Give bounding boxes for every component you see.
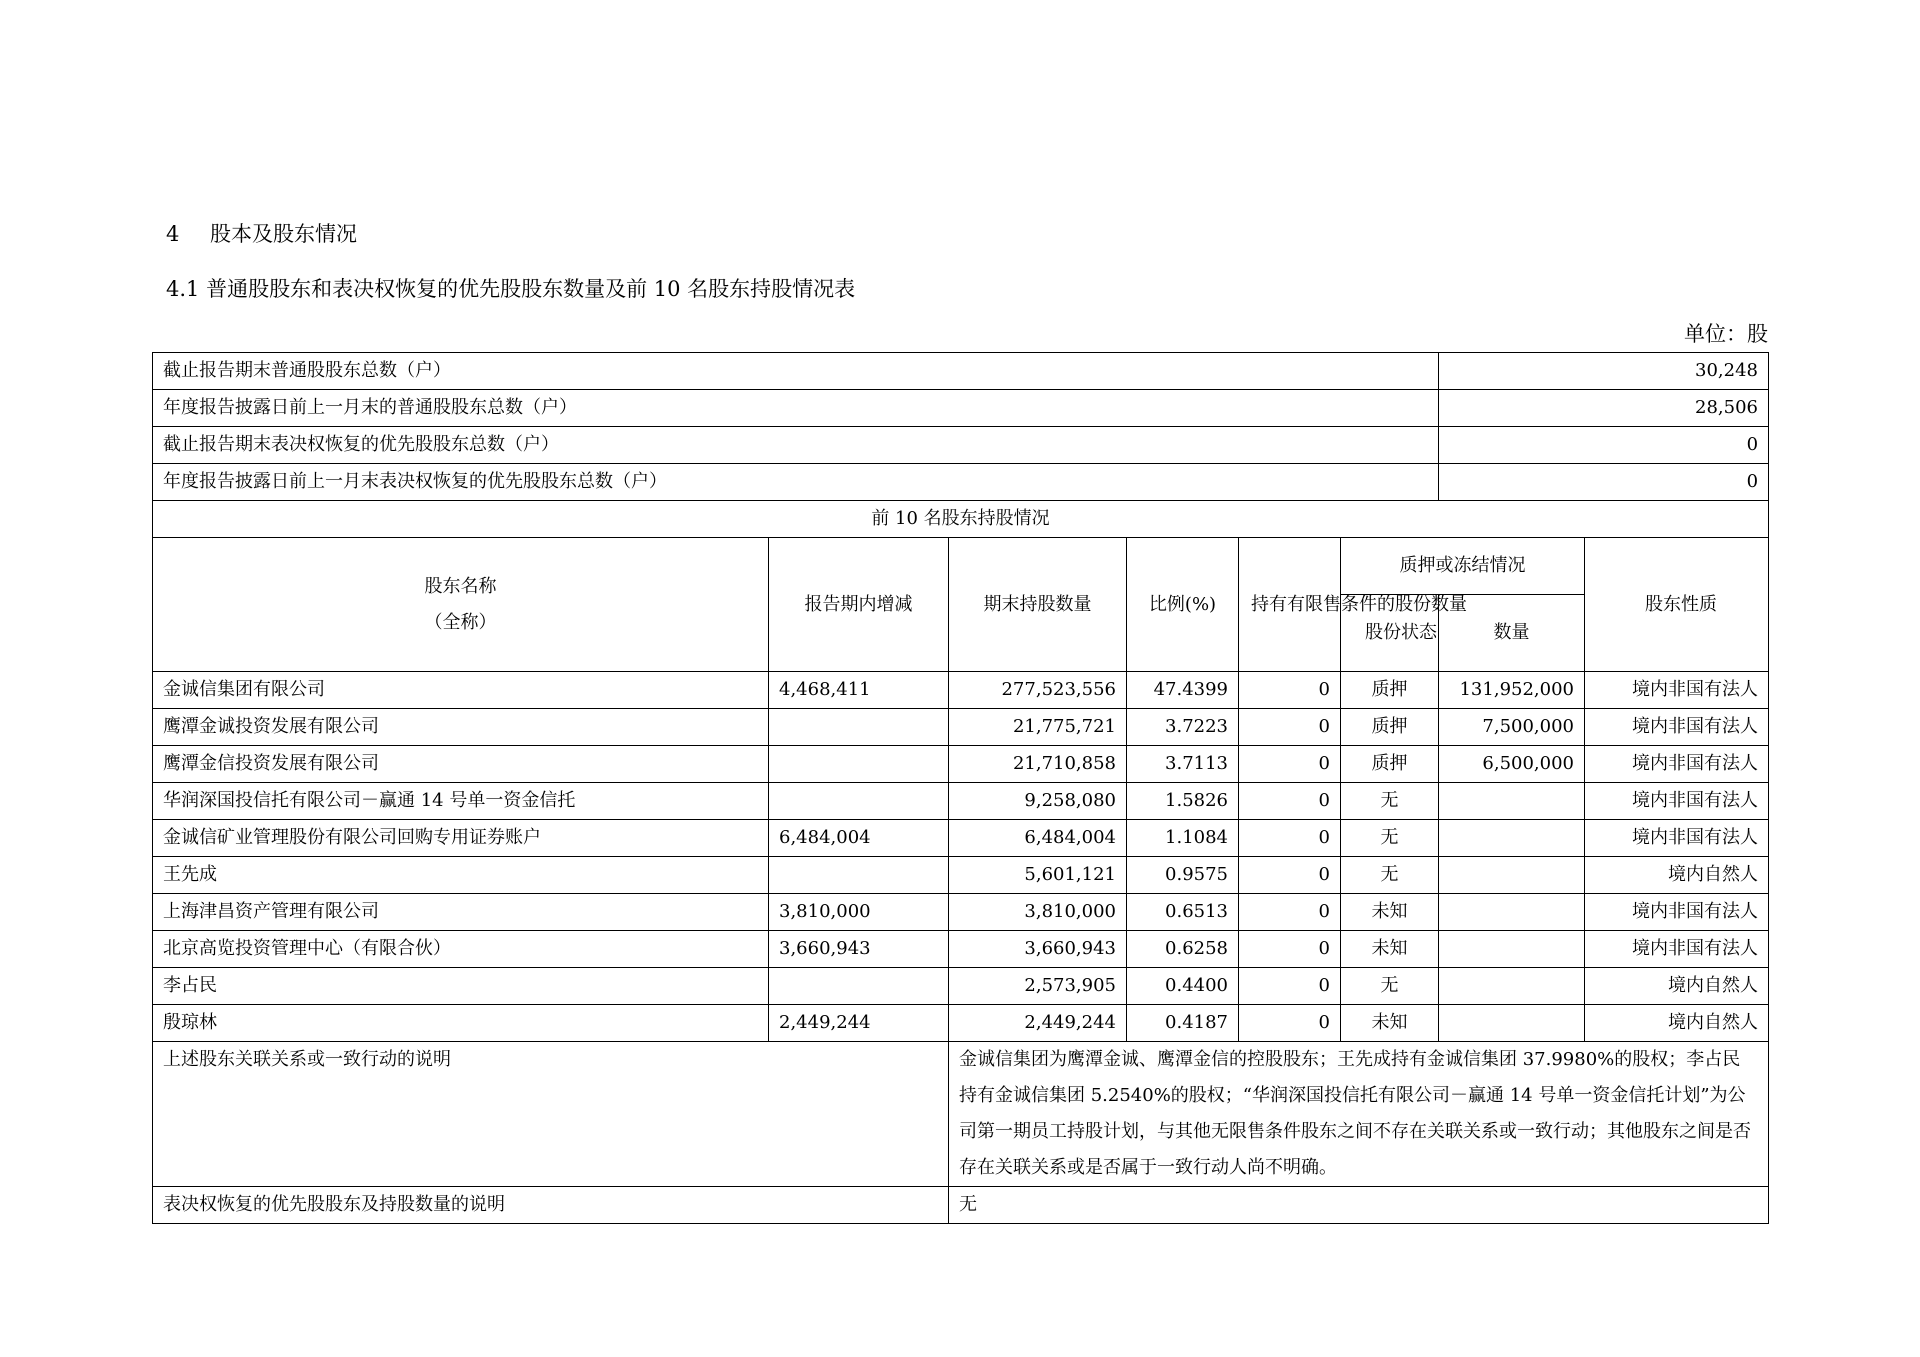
- change-cell: 2,449,244: [769, 1005, 949, 1042]
- table-row: [153, 1005, 1769, 1042]
- table-row: [153, 783, 1769, 820]
- holding-cell: 21,710,858: [949, 746, 1127, 783]
- shareholder-name: 李占民: [153, 968, 769, 1005]
- unit-label: 单位：股: [1684, 322, 1768, 346]
- summary-label: 年度报告披露日前上一月末的普通股股东总数（户）: [153, 390, 1439, 427]
- note-row-relation: [153, 1042, 1769, 1187]
- ratio-cell: 0.9575: [1127, 857, 1239, 894]
- ratio-cell: 1.5826: [1127, 783, 1239, 820]
- change-cell: [769, 857, 949, 894]
- nature-cell: 境内非国有法人: [1585, 783, 1769, 820]
- section-title: 股本及股东情况: [210, 222, 357, 246]
- ratio-cell: 3.7113: [1127, 746, 1239, 783]
- header-nature: 股东性质: [1585, 538, 1769, 672]
- pledge-status-cell: 无: [1341, 857, 1439, 894]
- pledge-qty-cell: [1439, 1005, 1585, 1042]
- summary-value: 0: [1439, 464, 1769, 501]
- holding-cell: 5,601,121: [949, 857, 1127, 894]
- pledge-status-cell: 质押: [1341, 746, 1439, 783]
- summary-value: 0: [1439, 427, 1769, 464]
- summary-row: [153, 390, 1769, 427]
- note-text: 金诚信集团为鹰潭金诚、鹰潭金信的控股股东；王先成持有金诚信集团 37.9980%的股权；李占民持有金诚信集团 5.2540%的股权；“华润深国投信托有限公司－赢通 14 号单一资金信托计划”为公司第一期员工持股计划，与其他无限售条件股东之间不存在关联关系或一致行动；其他股东之间是否存在关联关系或是否属于一致行动人尚不明确。: [949, 1042, 1769, 1187]
- pledge-qty-cell: [1439, 894, 1585, 931]
- pledge-status-cell: 质押: [1341, 672, 1439, 709]
- shareholder-name: 殷琼林: [153, 1005, 769, 1042]
- pledge-status-cell: 无: [1341, 783, 1439, 820]
- restricted-cell: 0: [1239, 968, 1341, 1005]
- pledge-qty-cell: 7,500,000: [1439, 709, 1585, 746]
- shareholder-name: 王先成: [153, 857, 769, 894]
- shareholder-name: 北京高览投资管理中心（有限合伙）: [153, 931, 769, 968]
- ratio-cell: 0.4187: [1127, 1005, 1239, 1042]
- nature-cell: 境内非国有法人: [1585, 672, 1769, 709]
- ratio-cell: 0.6258: [1127, 931, 1239, 968]
- table-row: [153, 931, 1769, 968]
- table-row: [153, 894, 1769, 931]
- shareholder-table: [152, 352, 1769, 1224]
- holding-cell: 6,484,004: [949, 820, 1127, 857]
- pledge-qty-cell: [1439, 820, 1585, 857]
- header-ratio: 比例(%): [1127, 538, 1239, 672]
- nature-cell: 境内自然人: [1585, 1005, 1769, 1042]
- change-cell: 3,660,943: [769, 931, 949, 968]
- change-cell: [769, 709, 949, 746]
- pledge-qty-cell: 6,500,000: [1439, 746, 1585, 783]
- nature-cell: 境内非国有法人: [1585, 894, 1769, 931]
- header-holding: 期末持股数量: [949, 538, 1127, 672]
- restricted-cell: 0: [1239, 746, 1341, 783]
- summary-label: 截止报告期末普通股股东总数（户）: [153, 353, 1439, 390]
- header-row: [153, 538, 1769, 595]
- top10-title-row: [153, 501, 1769, 538]
- shareholder-name: 华润深国投信托有限公司－赢通 14 号单一资金信托: [153, 783, 769, 820]
- pledge-status-cell: 质押: [1341, 709, 1439, 746]
- pledge-qty-cell: [1439, 783, 1585, 820]
- change-cell: 3,810,000: [769, 894, 949, 931]
- section-heading: [166, 218, 357, 248]
- restricted-cell: 0: [1239, 709, 1341, 746]
- header-restricted: 持有有限售条件的股份数量: [1239, 538, 1341, 672]
- holding-cell: 2,449,244: [949, 1005, 1127, 1042]
- holding-cell: 9,258,080: [949, 783, 1127, 820]
- table-row: [153, 746, 1769, 783]
- pledge-qty-cell: 131,952,000: [1439, 672, 1585, 709]
- subsection-title: 4.1 普通股股东和表决权恢复的优先股股东数量及前 10 名股东持股情况表: [166, 277, 856, 301]
- header-change: 报告期内增减: [769, 538, 949, 672]
- pledge-qty-cell: [1439, 968, 1585, 1005]
- table-row: [153, 857, 1769, 894]
- shareholder-name: 金诚信矿业管理股份有限公司回购专用证券账户: [153, 820, 769, 857]
- ratio-cell: 3.7223: [1127, 709, 1239, 746]
- shareholder-name: 金诚信集团有限公司: [153, 672, 769, 709]
- holding-cell: 3,810,000: [949, 894, 1127, 931]
- pledge-qty-cell: [1439, 931, 1585, 968]
- note-label: 表决权恢复的优先股股东及持股数量的说明: [153, 1187, 949, 1224]
- nature-cell: 境内非国有法人: [1585, 931, 1769, 968]
- summary-row: [153, 464, 1769, 501]
- top10-title: 前 10 名股东持股情况: [153, 501, 1769, 538]
- shareholder-name: 鹰潭金信投资发展有限公司: [153, 746, 769, 783]
- ratio-cell: 1.1084: [1127, 820, 1239, 857]
- header-name: [153, 538, 769, 672]
- note-row-preferred: [153, 1187, 1769, 1224]
- shareholder-name: 鹰潭金诚投资发展有限公司: [153, 709, 769, 746]
- header-name-sub: （全称）: [424, 611, 497, 633]
- restricted-cell: 0: [1239, 857, 1341, 894]
- ratio-cell: 0.6513: [1127, 894, 1239, 931]
- table-row: [153, 672, 1769, 709]
- ratio-cell: 47.4399: [1127, 672, 1239, 709]
- nature-cell: 境内自然人: [1585, 857, 1769, 894]
- pledge-status-cell: 无: [1341, 968, 1439, 1005]
- summary-value: 30,248: [1439, 353, 1769, 390]
- change-cell: [769, 968, 949, 1005]
- nature-cell: 境内自然人: [1585, 968, 1769, 1005]
- summary-label: 截止报告期末表决权恢复的优先股股东总数（户）: [153, 427, 1439, 464]
- holding-cell: 3,660,943: [949, 931, 1127, 968]
- restricted-cell: 0: [1239, 931, 1341, 968]
- restricted-cell: 0: [1239, 820, 1341, 857]
- table-row: [153, 820, 1769, 857]
- change-cell: [769, 783, 949, 820]
- change-cell: 4,468,411: [769, 672, 949, 709]
- summary-value: 28,506: [1439, 390, 1769, 427]
- restricted-cell: 0: [1239, 783, 1341, 820]
- ratio-cell: 0.4400: [1127, 968, 1239, 1005]
- restricted-cell: 0: [1239, 1005, 1341, 1042]
- summary-row: [153, 353, 1769, 390]
- change-cell: [769, 746, 949, 783]
- shareholder-name: 上海津昌资产管理有限公司: [153, 894, 769, 931]
- restricted-cell: 0: [1239, 894, 1341, 931]
- note-label: 上述股东关联关系或一致行动的说明: [153, 1042, 949, 1187]
- nature-cell: 境内非国有法人: [1585, 820, 1769, 857]
- nature-cell: 境内非国有法人: [1585, 709, 1769, 746]
- pledge-status-cell: 未知: [1341, 931, 1439, 968]
- header-pledge-qty: 数量: [1439, 595, 1585, 672]
- holding-cell: 21,775,721: [949, 709, 1127, 746]
- table-row: [153, 709, 1769, 746]
- change-cell: 6,484,004: [769, 820, 949, 857]
- summary-row: [153, 427, 1769, 464]
- header-name-label: 股东名称: [424, 575, 497, 597]
- header-pledge: 质押或冻结情况: [1341, 538, 1585, 595]
- nature-cell: 境内非国有法人: [1585, 746, 1769, 783]
- pledge-qty-cell: [1439, 857, 1585, 894]
- section-number: 4: [166, 222, 180, 246]
- holding-cell: 277,523,556: [949, 672, 1127, 709]
- pledge-status-cell: 无: [1341, 820, 1439, 857]
- summary-label: 年度报告披露日前上一月末表决权恢复的优先股股东总数（户）: [153, 464, 1439, 501]
- restricted-cell: 0: [1239, 672, 1341, 709]
- pledge-status-cell: 未知: [1341, 894, 1439, 931]
- table-row: [153, 968, 1769, 1005]
- pledge-status-cell: 未知: [1341, 1005, 1439, 1042]
- holding-cell: 2,573,905: [949, 968, 1127, 1005]
- header-pledge-status: 股份状态: [1341, 595, 1439, 672]
- note-text: 无: [949, 1187, 1769, 1224]
